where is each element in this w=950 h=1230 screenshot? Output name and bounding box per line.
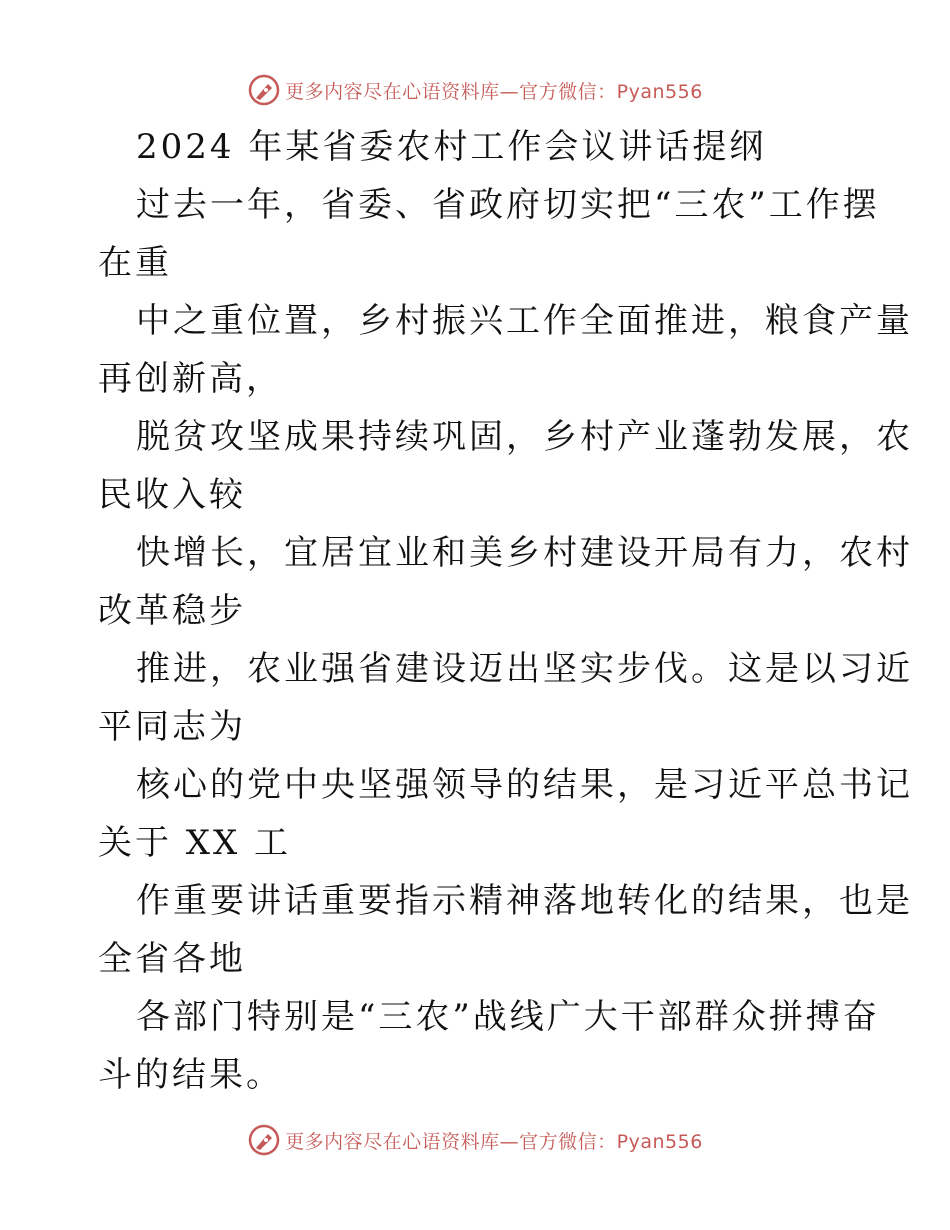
paragraph-line: 关于 XX 工 bbox=[98, 823, 292, 863]
paragraph-line: 中之重位置，乡村振兴工作全面推进，粮食产量 bbox=[136, 301, 913, 341]
paragraph-line: 各部门特别是“三农”战线广大干部群众拼搏奋 bbox=[136, 997, 880, 1037]
document-body bbox=[98, 118, 913, 1104]
paragraph-line: 再创新高， bbox=[98, 359, 283, 399]
pen-nib-logo-icon bbox=[247, 1123, 281, 1157]
watermark-text: 更多内容尽在心语资料库—官方微信：Pyan556 bbox=[285, 80, 703, 103]
paragraph-line: 民收入较 bbox=[98, 475, 246, 515]
paragraph-line: 在重 bbox=[98, 243, 172, 283]
paragraph-line: 全省各地 bbox=[98, 939, 246, 979]
paragraph-line: 平同志为 bbox=[98, 707, 246, 747]
paragraph-line: 脱贫攻坚成果持续巩固，乡村产业蓬勃发展，农 bbox=[136, 417, 913, 457]
paragraph-line: 作重要讲话重要指示精神落地转化的结果，也是 bbox=[136, 881, 913, 921]
paragraph-line: 过去一年，省委、省政府切实把“三农”工作摆 bbox=[136, 185, 880, 225]
paragraph-line: 改革稳步 bbox=[98, 591, 246, 631]
watermark-text: 更多内容尽在心语资料库—官方微信：Pyan556 bbox=[285, 1130, 703, 1153]
watermark-footer bbox=[0, 1120, 950, 1160]
paragraph-line: 核心的党中央坚强领导的结果，是习近平总书记 bbox=[136, 765, 913, 805]
watermark-header bbox=[0, 70, 950, 110]
pen-nib-logo-icon bbox=[247, 73, 281, 107]
paragraph-line: 斗的结果。 bbox=[98, 1055, 283, 1095]
paragraph-line: 推进，农业强省建设迈出坚实步伐。这是以习近 bbox=[136, 649, 913, 689]
paragraph-line: 快增长，宜居宜业和美乡村建设开局有力，农村 bbox=[136, 533, 913, 573]
document-title: 2024 年某省委农村工作会议讲话提纲 bbox=[136, 127, 767, 167]
